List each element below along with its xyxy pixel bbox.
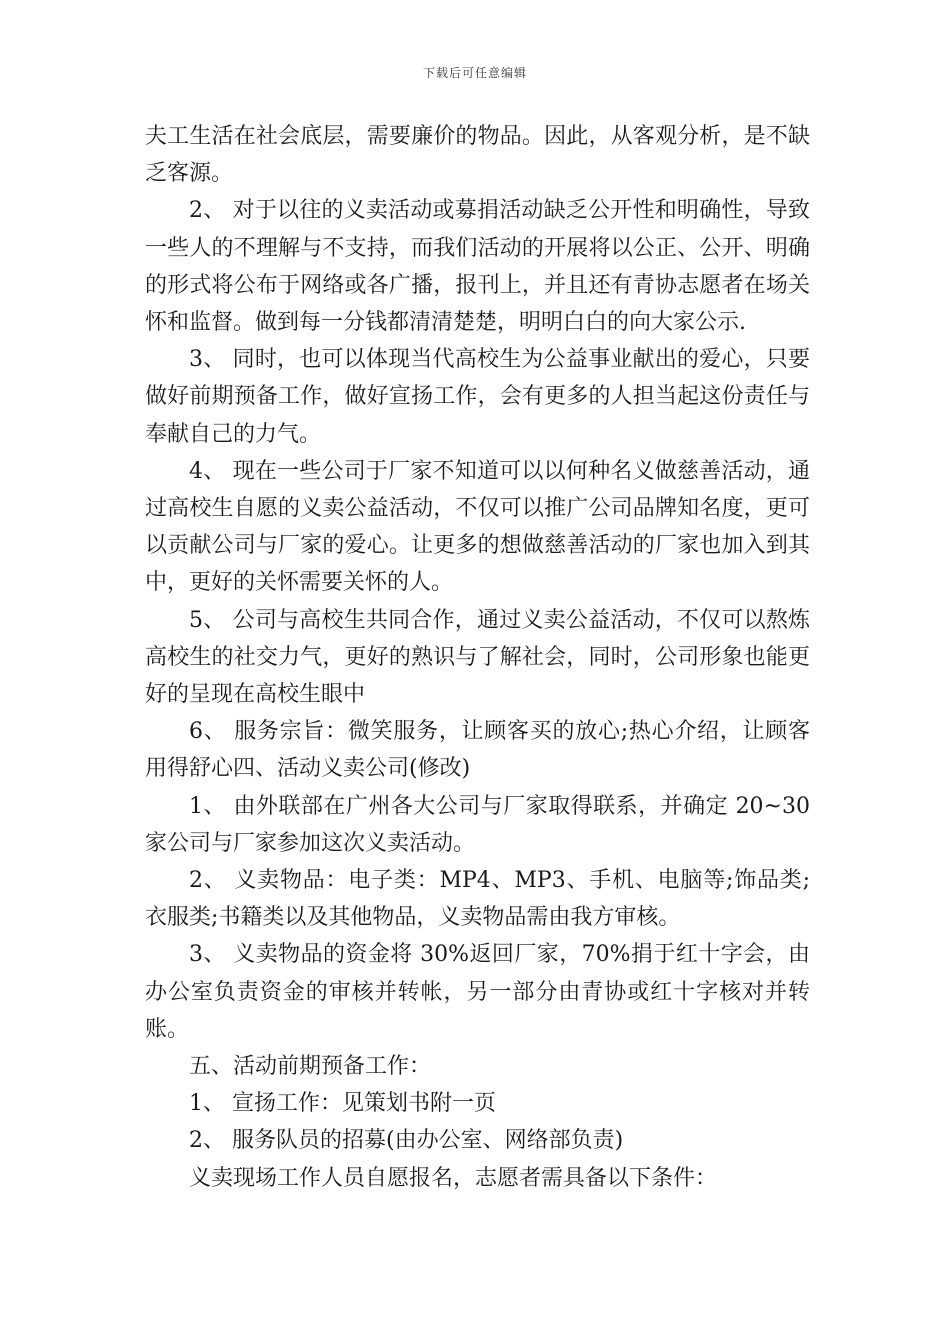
paragraph-13: 义卖现场工作人员自愿报名，志愿者需具备以下条件： [189, 1165, 718, 1191]
paragraph-3: 3、 同时，也可以体现当代高校生为公益事业献出的爱心，只要做好前期预备工作，做好宣扬工作，会有更多的人担当起这份责任与奉献自己的力气。 [145, 347, 810, 447]
paragraph-12: 2、 服务队员的招募(由办公室、网络部负责) [189, 1128, 624, 1154]
section-heading: 五、活动前期预备工作： [189, 1054, 432, 1080]
page-header: 下载后可任意编辑 [422, 66, 527, 80]
document-body [145, 118, 810, 1197]
paragraph-6: 6、 服务宗旨：微笑服务，让顾客买的放心;热心介绍，让顾客用得舒心四、活动义卖公司(修改) [145, 719, 810, 782]
paragraph-8: 2、 义卖物品：电子类：MP4、MP3、手机、电脑等;饰品类;衣服类;书籍类以及其他物品，义卖物品需由我方审核。 [145, 868, 810, 931]
paragraph-2: 2、 对于以往的义卖活动或募捐活动缺乏公开性和明确性，导致一些人的不理解与不支持，而我们活动的开展将以公正、公开、明确的形式将公布于网络或各广播，报刊上，并且还有青协志愿者在场关怀和监督。做到每一分钱都清清楚楚，明明白白的向大家公示. [145, 198, 810, 336]
paragraph-9: 3、 义卖物品的资金将 30%返回厂家，70%捐于红十字会，由办公室负责资金的审核并转帐，另一部分由青协或红十字核对并转账。 [145, 942, 810, 1042]
paragraph-4: 4、 现在一些公司于厂家不知道可以以何种名义做慈善活动，通过高校生自愿的义卖公益活动，不仅可以推广公司品牌知名度，更可以贡献公司与厂家的爱心。让更多的想做慈善活动的厂家也加入到其中，更好的关怀需要关怀的人。 [145, 458, 810, 596]
paragraph-7: 1、 由外联部在广州各大公司与厂家取得联系，并确定 20~30 家公司与厂家参加这次义卖活动。 [145, 793, 810, 856]
paragraph-5: 5、 公司与高校生共同合作，通过义卖公益活动，不仅可以熬炼高校生的社交力气，更好的熟识与了解社会，同时，公司形象也能更好的呈现在高校生眼中 [145, 607, 810, 708]
paragraph-11: 1、 宣扬工作：见策划书附一页 [189, 1091, 496, 1117]
paragraph-1: 夫工生活在社会底层，需要廉价的物品。因此，从客观分析，是不缺乏客源。 [145, 124, 810, 187]
